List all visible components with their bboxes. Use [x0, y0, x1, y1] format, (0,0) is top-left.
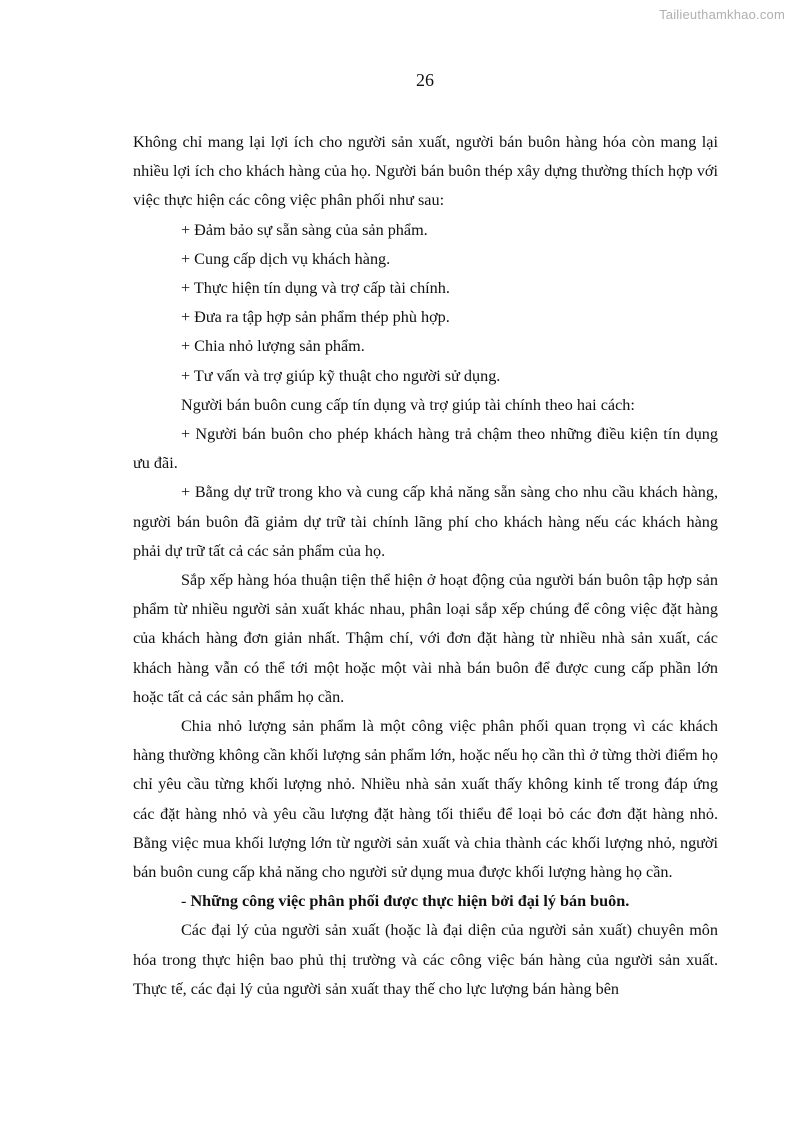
bullet-item: + Thực hiện tín dụng và trợ cấp tài chính. [181, 279, 450, 298]
watermark: Tailieuthamkhao.com [659, 7, 785, 22]
paragraph: Các đại lý của người sản xuất (hoặc là đại diện của người sản xuất) chuyên môn hóa trong thực hiện bao phủ thị trường và các công việc bán hàng của người sản xuất. Thực tế, các đại lý của người sản xuất thay thế cho lực lượng bán hàng bên [133, 921, 718, 998]
bullet-item: + Đưa ra tập hợp sản phẩm thép phù hợp. [181, 308, 450, 327]
heading-prefix: - [181, 892, 191, 911]
bullet-item: + Tư vấn và trợ giúp kỹ thuật cho người sử dụng. [181, 366, 501, 385]
document-body [133, 128, 718, 1004]
paragraph: Không chỉ mang lại lợi ích cho người sản xuất, người bán buôn hàng hóa còn mang lại nhiều lợi ích cho khách hàng của họ. Người bán buôn thép xây dựng thường thích hợp với việc thực hiện các công việc phân phối như sau: [133, 133, 718, 210]
paragraph: + Bằng dự trữ trong kho và cung cấp khả năng sẵn sàng cho nhu cầu khách hàng, người bán buôn đã giảm dự trữ tài chính lãng phí cho khách hàng nếu các khách hàng phải dự trữ tất cả các sản phẩm của họ. [133, 483, 718, 560]
paragraph: Người bán buôn cung cấp tín dụng và trợ giúp tài chính theo hai cách: [181, 395, 635, 414]
paragraph: Chia nhỏ lượng sản phẩm là một công việc phân phối quan trọng vì các khách hàng thường không cần khối lượng sản phẩm lớn, hoặc nếu họ cần thì ở từng thời điểm họ chỉ yêu cầu từng khối lượng nhỏ. Nhiều nhà sản xuất thấy không kinh tế trong đáp ứng các đặt hàng nhỏ và yêu cầu lượng đặt hàng tối thiểu để loại bỏ các đơn đặt hàng nhỏ. Bằng việc mua khối lượng lớn từ người sản xuất và chia thành các khối lượng nhỏ, người bán buôn cung cấp khả năng cho người sử dụng mua được khối lượng hàng họ cần. [133, 717, 718, 882]
paragraph: + Người bán buôn cho phép khách hàng trả chậm theo những điều kiện tín dụng ưu đãi. [133, 425, 718, 473]
bullet-item: + Đảm bảo sự sẵn sàng của sản phẩm. [181, 220, 428, 239]
bullet-item: + Cung cấp dịch vụ khách hàng. [181, 249, 391, 268]
page-number: 26 [416, 70, 434, 90]
paragraph: Sắp xếp hàng hóa thuận tiện thể hiện ở hoạt động của người bán buôn tập hợp sản phẩm từ nhiều người sản xuất khác nhau, phân loại sắp xếp chúng để công việc đặt hàng của khách hàng đơn giản nhất. Thậm chí, với đơn đặt hàng từ nhiều nhà sản xuất, các khách hàng vẫn có thể tới một hoặc một vài nhà bán buôn để được cung cấp phần lớn hoặc tất cả các sản phẩm họ cần. [133, 571, 718, 706]
heading-text: Những công việc phân phối được thực hiện bởi đại lý bán buôn. [190, 892, 630, 911]
bullet-item: + Chia nhỏ lượng sản phẩm. [181, 337, 365, 356]
section-heading [133, 887, 718, 916]
